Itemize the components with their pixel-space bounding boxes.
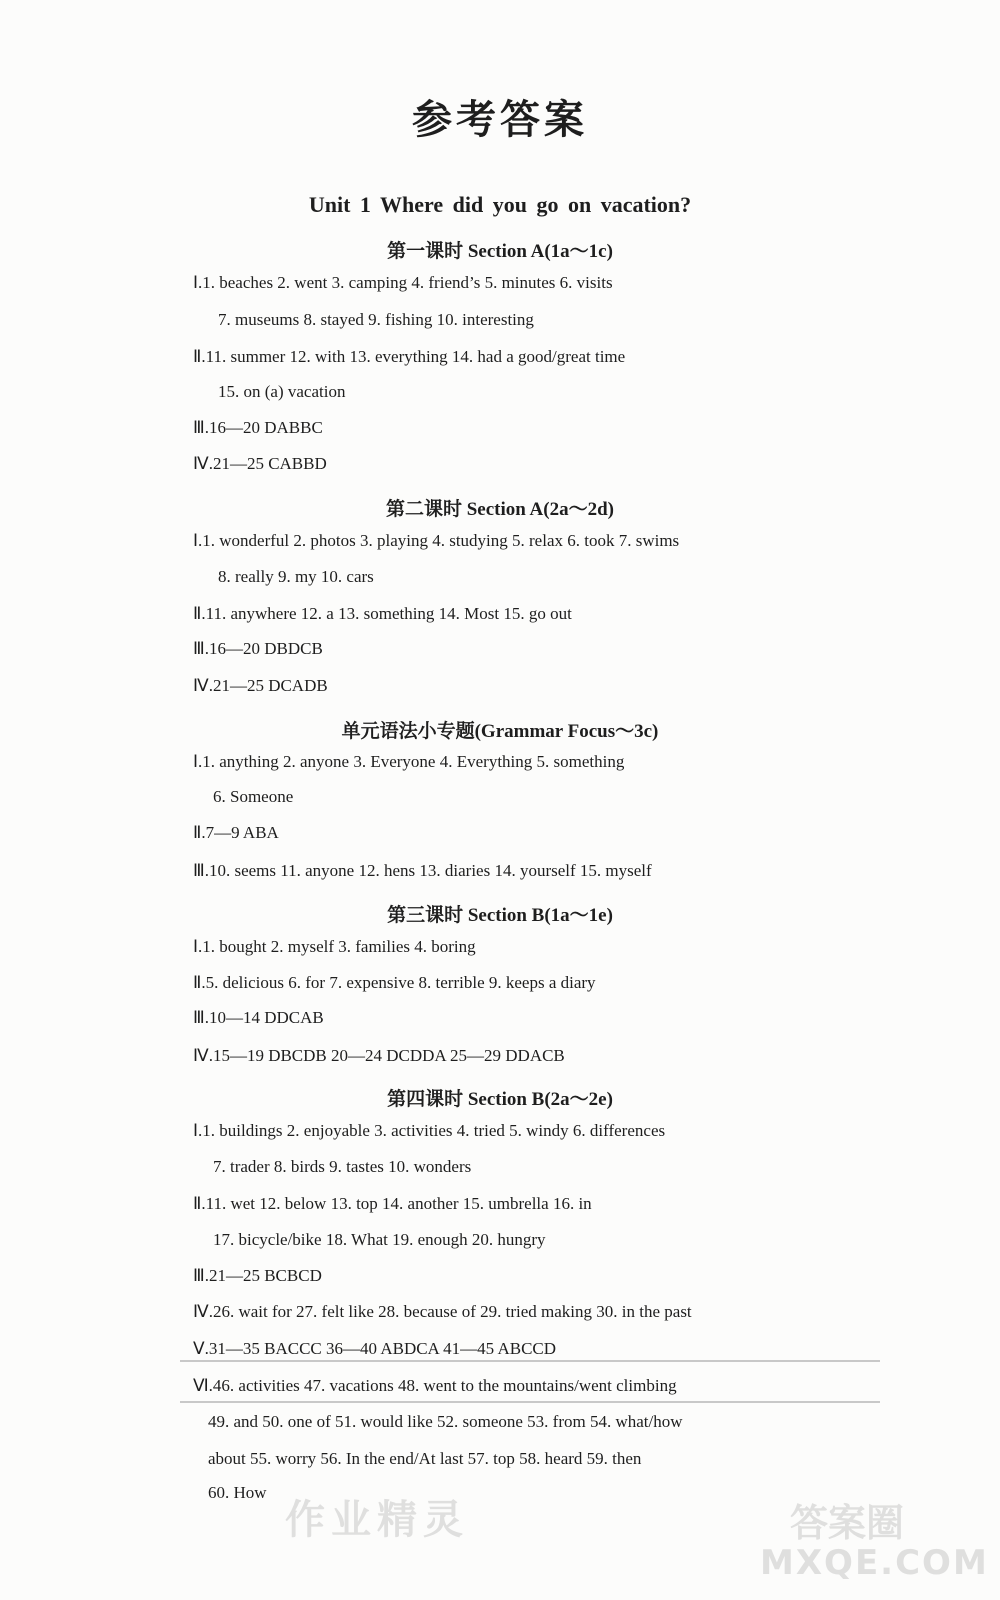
answer-line: Ⅳ.21—25 DCADB (193, 676, 328, 695)
answer-line: Ⅲ.16—20 DBDCB (193, 639, 323, 658)
answer-line: 60. How (208, 1483, 267, 1502)
answer-line: 49. and 50. one of 51. would like 52. someone 53. from 54. what/how (208, 1412, 683, 1431)
answer-line: Ⅰ.1. anything 2. anyone 3. Everyone 4. Everything 5. something (193, 752, 625, 771)
answer-line: Ⅱ.5. delicious 6. for 7. expensive 8. terrible 9. keeps a diary (193, 973, 596, 992)
section-heading-2: 第二课时 Section A(2a～2d) (385, 499, 614, 520)
answer-line: 7. museums 8. stayed 9. fishing 10. interesting (218, 310, 534, 329)
answer-line: Ⅲ.10—14 DDCAB (193, 1008, 324, 1027)
section-heading-4: 第三课时 Section B(1a～1e) (387, 905, 613, 926)
unit-title: Unit 1 Where did you go on vacation? (308, 192, 692, 217)
answer-line: 8. really 9. my 10. cars (218, 567, 374, 586)
answer-line: Ⅱ.11. wet 12. below 13. top 14. another 15. umbrella 16. in (193, 1194, 592, 1213)
answer-line: Ⅴ.31—35 BACCC 36—40 ABDCA 41—45 ABCCD (193, 1339, 557, 1358)
answer-line: Ⅰ.1. wonderful 2. photos 3. playing 4. studying 5. relax 6. took 7. swims (193, 531, 680, 550)
answer-line: about 55. worry 56. In the end/At last 57. top 58. heard 59. then (208, 1449, 642, 1468)
answer-line: 6. Someone (213, 787, 294, 806)
watermark-text: 作业精灵 (285, 1497, 469, 1543)
answer-line: Ⅱ.7—9 ABA (193, 823, 279, 842)
section-heading-3: 单元语法小专题(Grammar Focus～3c) (341, 721, 659, 742)
answer-line: Ⅲ.21—25 BCBCD (193, 1266, 322, 1285)
answer-line: Ⅳ.21—25 CABBD (193, 454, 327, 473)
watermark-url: MXQE.COM (760, 1543, 989, 1583)
answer-line: 7. trader 8. birds 9. tastes 10. wonders (213, 1157, 472, 1176)
answer-line: Ⅳ.26. wait for 27. felt like 28. because of 29. tried making 30. in the past (193, 1302, 692, 1321)
answer-line: Ⅳ.15—19 DBCDB 20—24 DCDDA 25—29 DDACB (193, 1046, 565, 1065)
watermark-logo: 答案圈 (790, 1501, 905, 1545)
section-heading-5: 第四课时 Section B(2a～2e) (387, 1089, 613, 1110)
answer-line: 17. bicycle/bike 18. What 19. enough 20. hungry (213, 1230, 546, 1249)
divider (180, 1401, 880, 1403)
answer-line: Ⅰ.1. beaches 2. went 3. camping 4. friend’s 5. minutes 6. visits (193, 273, 613, 292)
answer-line: Ⅱ.11. summer 12. with 13. everything 14. had a good/great time (193, 347, 626, 366)
page-title: 参考答案 (412, 97, 588, 143)
answer-line: Ⅱ.11. anywhere 12. a 13. something 14. Most 15. go out (193, 604, 572, 623)
answer-line: Ⅲ.10. seems 11. anyone 12. hens 13. diaries 14. yourself 15. myself (193, 861, 652, 880)
answer-line: Ⅰ.1. bought 2. myself 3. families 4. boring (193, 937, 476, 956)
answer-line: Ⅲ.16—20 DABBC (193, 418, 323, 437)
answer-line: Ⅵ.46. activities 47. vacations 48. went to the mountains/went climbing (193, 1376, 677, 1395)
answer-line: Ⅰ.1. buildings 2. enjoyable 3. activities 4. tried 5. windy 6. differences (193, 1121, 666, 1140)
answer-line: 15. on (a) vacation (218, 382, 346, 401)
section-heading-1: 第一课时 Section A(1a～1c) (387, 241, 613, 262)
divider (180, 1360, 880, 1362)
